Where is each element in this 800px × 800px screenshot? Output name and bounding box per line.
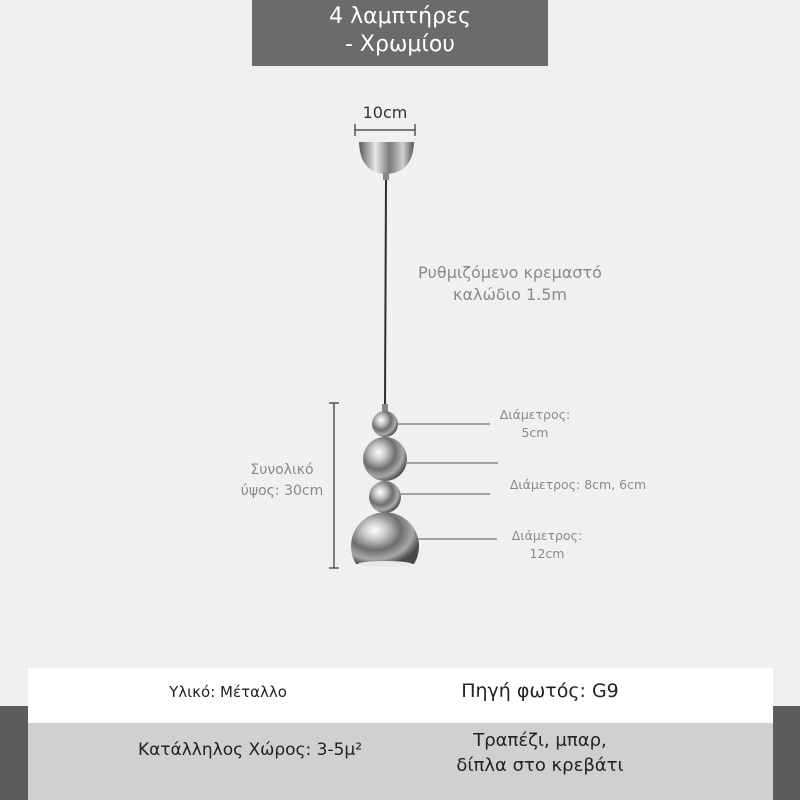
diameter-bottom-line-1: Διάμετρος: bbox=[511, 528, 583, 543]
ball-small-mid bbox=[369, 481, 401, 513]
ceiling-width-label: 10cm bbox=[362, 103, 408, 122]
spec-usage-line-1: Τραπέζι, μπαρ, bbox=[473, 730, 607, 751]
ceiling-dimension-line bbox=[355, 124, 415, 136]
diameter-top-line-1: Διάμετρος: bbox=[499, 407, 571, 422]
header-line-1: 4 λαμπτήρες bbox=[329, 4, 471, 29]
spec-usage-line-2: δίπλα στο κρεβάτι bbox=[456, 755, 624, 776]
diameter-label-middle: Διάμετρος: 8cm, 6cm bbox=[509, 477, 647, 492]
cable-length-line-2: καλώδιο 1.5m bbox=[453, 285, 567, 304]
spec-light-source: Πηγή φωτός: G9 bbox=[461, 680, 619, 702]
total-height-label bbox=[222, 460, 342, 502]
diameter-bottom-line-2: 12cm bbox=[529, 546, 565, 561]
cable bbox=[385, 180, 386, 405]
ceiling-canopy bbox=[359, 142, 414, 174]
diameter-label-top bbox=[480, 406, 590, 442]
total-height-line-2: ύψος: 30cm bbox=[240, 483, 324, 499]
spec-row-2 bbox=[28, 723, 773, 800]
spec-material: Υλικό: Μέταλλο bbox=[169, 683, 287, 701]
diameter-label-bottom bbox=[492, 527, 602, 563]
diameter-top-line-2: 5cm bbox=[521, 425, 549, 440]
cable-length-label bbox=[400, 262, 620, 306]
ball-medium bbox=[363, 437, 407, 481]
header-line-2: - Χρωμίου bbox=[344, 32, 456, 57]
total-height-line-1: Συνολικό bbox=[250, 462, 314, 478]
ball-large-shade bbox=[351, 512, 419, 564]
cable-length-line-1: Ρυθμιζόμενο κρεμαστό bbox=[418, 263, 602, 282]
spec-room-size: Κατάλληλος Χώρος: 3-5μ² bbox=[137, 740, 363, 760]
spec-usage bbox=[420, 728, 660, 778]
ball-small-top bbox=[372, 411, 398, 437]
